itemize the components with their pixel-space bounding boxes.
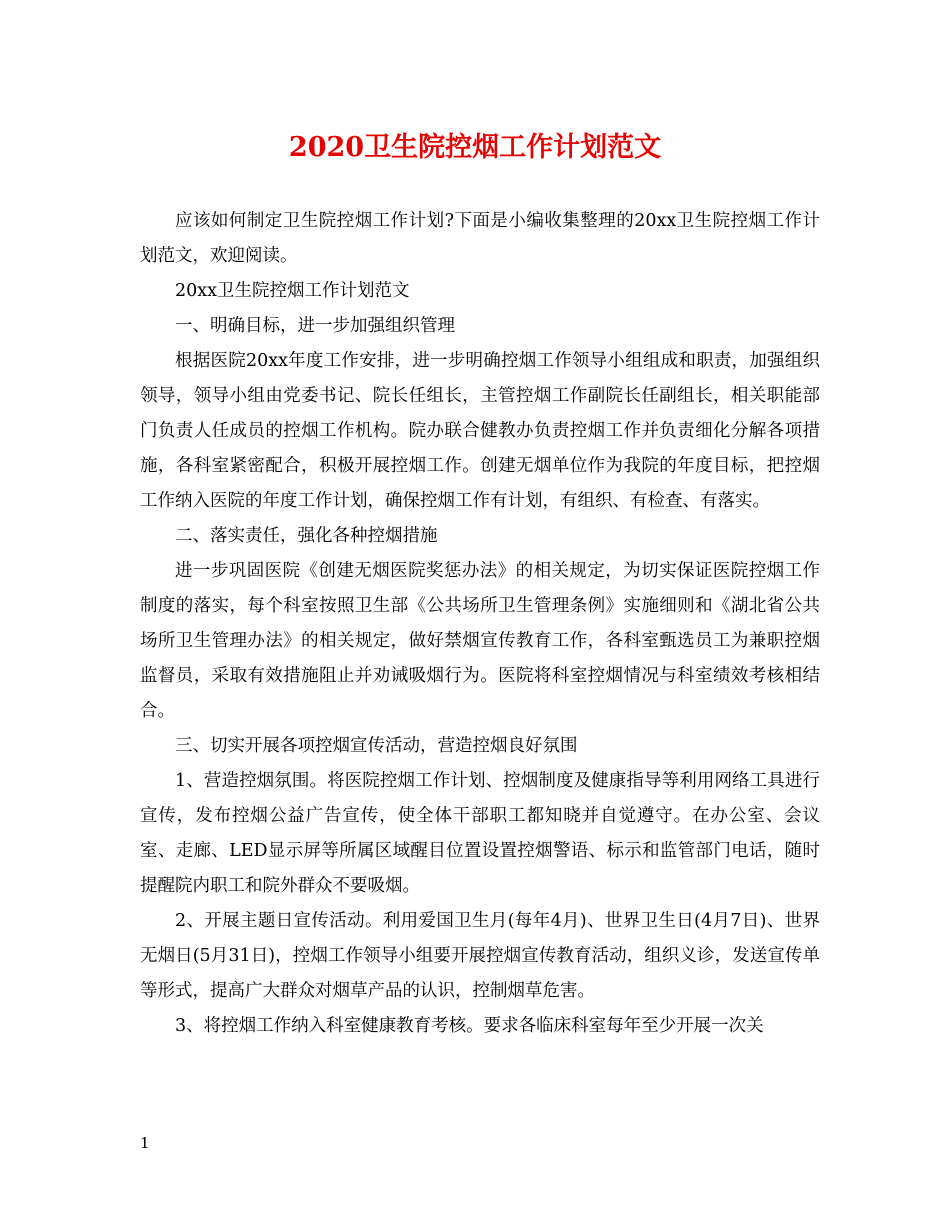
section-heading: 二、落实责任，强化各种控烟措施 <box>175 526 438 546</box>
paragraph: 1、营造控烟氛围。将医院控烟工作计划、控烟制度及健康指导等利用网络工具进行宣传，发布控烟公益广告宣传，使全体干部职工都知晓并自觉遵守。在办公室、会议室、走廊、LED显示屏等所属区域醒目位置设置控烟警语、标示和监管部门电话，随时提醒院内职工和院外群众不要吸烟。 <box>140 771 820 896</box>
paragraph: 2、开展主题日宣传活动。利用爱国卫生月(每年4月)、世界卫生日(4月7日)、世界无烟日(5月31日)，控烟工作领导小组要开展控烟宣传教育活动，组织义诊，发送宣传单等形式，提高广大群众对烟草产品的认识，控制烟草危害。 <box>140 911 820 1001</box>
page-number: 1 <box>140 1134 150 1152</box>
section-heading: 一、明确目标，进一步加强组织管理 <box>175 316 455 336</box>
paragraph: 进一步巩固医院《创建无烟医院奖惩办法》的相关规定，为切实保证医院控烟工作制度的落实，每个科室按照卫生部《公共场所卫生管理条例》实施细则和《湖北省公共场所卫生管理办法》的相关规定，做好禁烟宣传教育工作，各科室甄选员工为兼职控烟监督员，采取有效措施阻止并劝诫吸烟行为。医院将科室控烟情况与科室绩效考核相结合。 <box>140 561 820 721</box>
paragraph: 20xx卫生院控烟工作计划范文 <box>175 281 410 301</box>
document-body <box>140 204 820 1044</box>
section-heading: 三、切实开展各项控烟宣传活动，营造控烟良好氛围 <box>175 736 578 756</box>
paragraph: 3、将控烟工作纳入科室健康教育考核。要求各临床科室每年至少开展一次关 <box>175 1016 764 1036</box>
document-title: 2020卫生院控烟工作计划范文 <box>288 132 662 163</box>
paragraph: 根据医院20xx年度工作安排，进一步明确控烟工作领导小组组成和职责，加强组织领导，领导小组由党委书记、院长任组长，主管控烟工作副院长任副组长，相关职能部门负责人任成员的控烟工作机构。院办联合健教办负责控烟工作并负责细化分解各项措施，各科室紧密配合，积极开展控烟工作。创建无烟单位作为我院的年度目标，把控烟工作纳入医院的年度工作计划，确保控烟工作有计划，有组织、有检查、有落实。 <box>140 351 820 511</box>
paragraph: 应该如何制定卫生院控烟工作计划?下面是小编收集整理的20xx卫生院控烟工作计划范文，欢迎阅读。 <box>140 211 820 266</box>
